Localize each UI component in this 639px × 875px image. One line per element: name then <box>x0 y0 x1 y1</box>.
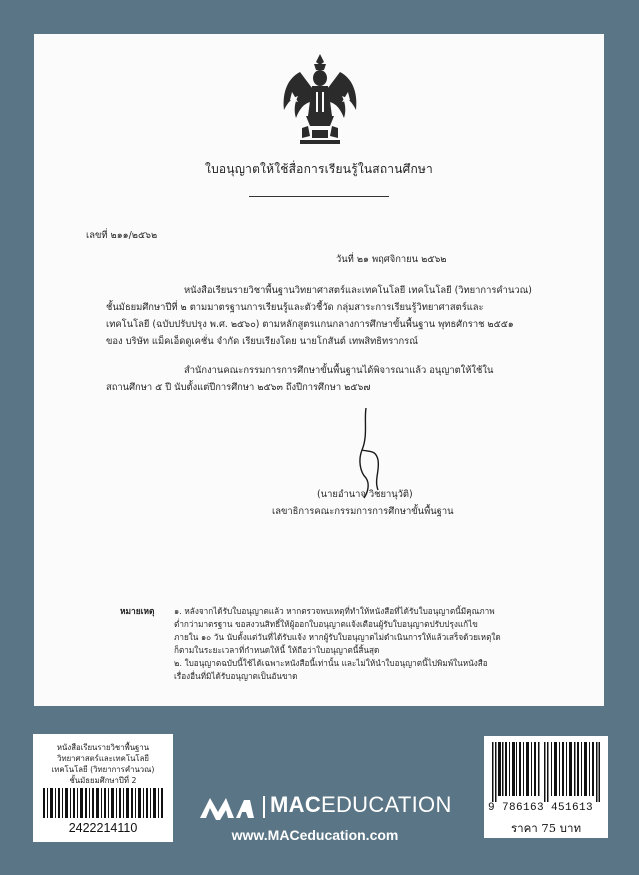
license-document <box>34 34 604 706</box>
logo-text-mac: MAC <box>270 792 322 817</box>
remark-line-2: ต่ำกว่ามาตรฐาน ขอสงวนสิทธิ์ให้ผู้ออกใบอนุญาตแจ้งเตือนผู้รับใบอนุญาตปรับปรุงแก้ไข <box>174 619 478 629</box>
signer-position: เลขาธิการคณะกรรมการการศึกษาขั้นพื้นฐาน <box>272 506 454 517</box>
mac-logo-mark-icon <box>198 794 258 820</box>
remark-line-1: ๑. หลังจากได้รับใบอนุญาตแล้ว หากตรวจพบเหตุที่ทำให้หนังสือที่ได้รับใบอนุญาตนี้มีคุณภาพ <box>174 606 495 616</box>
license-number: เลขที่ ๒๑๑/๒๕๖๒ <box>86 230 158 241</box>
paragraph2-line2: สถานศึกษา ๕ ปี นับตั้งแต่ปีการศึกษา ๒๕๖๓ ถึงปีการศึกษา ๒๕๖๗ <box>106 382 371 393</box>
book-label-line-2: วิทยาศาสตร์และเทคโนโลยี <box>57 754 149 763</box>
book-code-barcode-icon <box>43 788 163 818</box>
license-date: วันที่ ๒๑ พฤศจิกายน ๒๕๖๒ <box>336 254 447 265</box>
mac-education-logo <box>198 790 458 826</box>
signer-name: (นายอำนาจ วิชยานุวัติ) <box>317 489 413 500</box>
remark-line-4: ก็ตามในระยะเวลาที่กำหนดให้นี้ ให้ถือว่าใบอนุญาตนี้สิ้นสุด <box>174 645 380 655</box>
remark-line-6: เรื่องอื่นที่มิได้รับอนุญาตเป็นอันขาด <box>174 671 298 681</box>
remark-line-5: ๒. ใบอนุญาตฉบับนี้ใช้ได้เฉพาะหนังสือนี้เท่านั้น และไม่ให้นำใบอนุญาตนี้ไปพิมพ์ในหนังสือ <box>174 658 488 668</box>
paragraph2-line1: สำนักงานคณะกรรมการการศึกษาขั้นพื้นฐานได้พิจารณาแล้ว อนุญาตให้ใช้ใน <box>184 365 494 376</box>
isbn-digits: 9 786163 451613 <box>488 802 594 814</box>
remark-line-3: ภายใน ๑๐ วัน นับตั้งแต่วันที่ได้รับแจ้ง หากผู้รับใบอนุญาตไม่ดำเนินการให้แล้วเสร็จด้วยเหตุใด <box>174 632 501 642</box>
title-underline <box>249 196 389 197</box>
logo-text-education: EDUCATION <box>321 792 452 817</box>
book-label <box>33 734 173 842</box>
logo-wordmark <box>270 792 452 818</box>
book-label-line-4: ชั้นมัธยมศึกษาปีที่ 2 <box>69 776 137 785</box>
remarks-label: หมายเหตุ <box>120 606 155 616</box>
garuda-emblem-icon <box>278 52 362 150</box>
isbn-barcode-icon <box>492 742 600 802</box>
paragraph1-line3: เทคโนโลยี (ฉบับปรับปรุง พ.ศ. ๒๕๖๐) ตามหลักสูตรแกนกลางการศึกษาขั้นพื้นฐาน พุทธศักราช ๒๕๕๑ <box>106 319 514 330</box>
publisher-website: www.MACeducation.com <box>231 827 399 843</box>
logo-separator <box>263 796 265 818</box>
document-title: ใบอนุญาตให้ใช้สื่อการเรียนรู้ในสถานศึกษา <box>205 162 433 176</box>
book-label-line-3: เทคโนโลยี (วิทยาการคำนวณ) <box>51 765 155 774</box>
book-price: ราคา 75 บาท <box>510 821 582 835</box>
book-code: 2422214110 <box>68 821 138 835</box>
paragraph1-line2: ชั้นมัธยมศึกษาปีที่ ๒ ตามมาตรฐานการเรียนรู้และตัวชี้วัด กลุ่มสาระการเรียนรู้วิทยาศาสตร์และ <box>106 302 484 313</box>
book-label-line-1: หนังสือเรียนรายวิชาพื้นฐาน <box>56 743 150 752</box>
paragraph1-line4: ของ บริษัท แม็คเอ็ดดูเคชั่น จำกัด เรียบเรียงโดย นายโกสันต์ เทพสิทธิทรากรณ์ <box>106 336 418 347</box>
paragraph1-line1: หนังสือเรียนรายวิชาพื้นฐานวิทยาศาสตร์และเทคโนโลยี เทคโนโลยี (วิทยาการคำนวณ) <box>184 285 532 296</box>
isbn-barcode-box <box>484 736 608 838</box>
